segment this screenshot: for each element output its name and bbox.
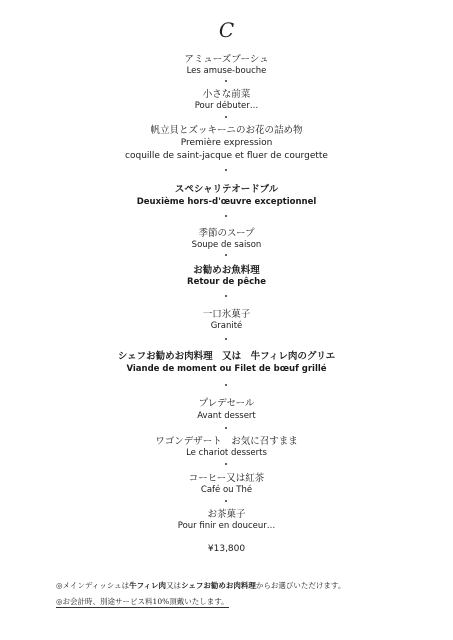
course-8-jp: シェフお勧めお肉料理 又は 牛フィレ肉のグリエ: [117, 351, 336, 362]
divider-dot: [225, 116, 227, 118]
divider-dot: [225, 169, 227, 171]
course-2-jp: 小さな前菜: [202, 89, 251, 100]
course-9-fr: Avant dessert: [197, 411, 256, 421]
course-4-fr: Deuxième hors-d'œuvre exceptionnel: [136, 197, 317, 207]
course-1-fr: Les amuse-bouche: [186, 66, 267, 76]
menu-price: ¥13,800: [207, 544, 246, 554]
monogram-logo: C: [218, 18, 235, 42]
course-12-jp: お茶菓子: [207, 509, 246, 520]
divider-dot: [225, 384, 227, 386]
divider-dot: [225, 295, 227, 297]
course-5-fr: Soupe de saison: [191, 240, 262, 250]
note-1-prefix: ◎メインディッシュは: [56, 581, 130, 590]
course-2-fr: Pour débuter…: [194, 101, 259, 111]
course-1-jp: アミューズブーシュ: [184, 54, 269, 65]
divider-dot: [225, 215, 227, 217]
divider-dot: [225, 254, 227, 256]
course-7-fr: Granité: [210, 321, 243, 331]
divider-dot: [225, 338, 227, 340]
course-10-jp: ワゴンデザート お気に召すまま: [155, 436, 298, 447]
course-6-fr: Retour de pêche: [187, 277, 266, 287]
course-8-fr: Viande de moment ou Filet de bœuf grillé: [126, 364, 327, 374]
note-1-or: 又は: [166, 581, 182, 590]
divider-dot: [225, 500, 227, 502]
course-3-fr2: coquille de saint-jacque et fluer de courgette: [125, 151, 328, 161]
note-service-charge: [56, 596, 229, 607]
divider-dot: [225, 463, 227, 465]
course-7-jp: 一口氷菓子: [202, 309, 251, 320]
note-1-chef-meat: シェフお勧めお肉料理: [181, 581, 256, 590]
note-main-dish: [56, 580, 345, 591]
divider-dot: [225, 80, 227, 82]
course-12-fr: Pour finir en douceur…: [177, 521, 276, 531]
course-9-jp: プレデセール: [198, 398, 255, 409]
note-2-text: ◎お会計時、別途サービス料10%頂戴いたします。: [56, 597, 229, 606]
course-3-fr: Première expression: [180, 138, 273, 148]
course-6-jp: お勧めお魚料理: [193, 265, 260, 276]
divider-dot: [225, 427, 227, 429]
note-1-beef: 牛フィレ肉: [129, 581, 167, 590]
course-11-fr: Café ou Thé: [200, 485, 253, 495]
course-11-jp: コーヒー又は紅茶: [188, 473, 265, 484]
note-1-suffix: からお選びいただけます。: [255, 581, 346, 590]
course-3-jp: 帆立貝とズッキーニのお花の詰め物: [150, 125, 303, 136]
course-5-jp: 季節のスープ: [198, 228, 255, 239]
course-10-fr: Le chariot desserts: [186, 448, 267, 458]
course-4-jp: スペシャリテオードブル: [174, 184, 279, 195]
